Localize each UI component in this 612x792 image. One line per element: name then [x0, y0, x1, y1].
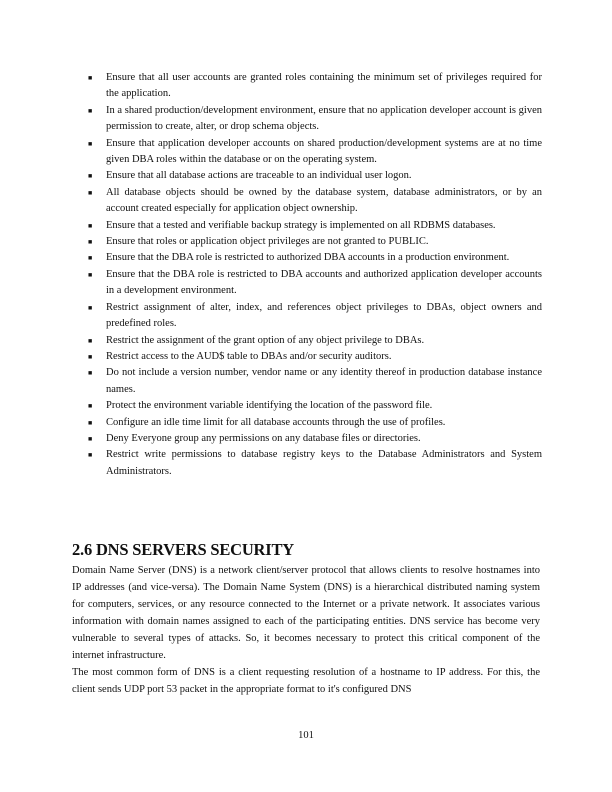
list-item-text: Ensure that the DBA role is restricted to DBA accounts and authorized application developer accounts in a development environment. — [106, 268, 542, 297]
bullet-icon: ■ — [88, 418, 93, 427]
list-item-text: Do not include a version number, vendor name or any identity thereof in production database instance names. — [106, 367, 542, 395]
list-item — [86, 70, 542, 103]
bullet-icon: ■ — [88, 303, 93, 312]
dns-intro-paragraph: Domain Name Server (DNS) is a network client/server protocol that allows clients to resolve hostnames into IP addresses (and vice-versa). The Domain Name System (DNS) is a hierarchical distributed naming system for computers, services, or any resource connected to the Internet or a private network. It associates various information with domain names assigned to each of the participating entities. DNS service has become very vulnerable to several types of attacks. So, it becomes necessary to protect this critical component of the internet infrastructure. — [72, 565, 540, 661]
list-item — [86, 333, 542, 349]
bullet-icon: ■ — [88, 336, 93, 345]
bullet-icon: ■ — [88, 74, 93, 82]
dns-resolution-paragraph: The most common form of DNS is a client requesting resolution of a hostname to IP address. For this, the client sends UDP port 53 packet in the appropriate format to it's configured DNS — [72, 667, 540, 695]
list-item-text: Restrict the assignment of the grant option of any object privilege to DBAs. — [106, 334, 425, 346]
bullet-icon: ■ — [88, 221, 93, 230]
bullet-icon: ■ — [88, 238, 93, 247]
page-number: 101 — [298, 730, 314, 741]
bullet-icon: ■ — [88, 369, 93, 378]
list-item-text: Ensure that roles or application object privileges are not granted to PUBLIC. — [106, 236, 429, 248]
bullet-icon: ■ — [88, 188, 93, 197]
list-item — [86, 349, 542, 365]
list-item — [86, 365, 542, 398]
list-item — [86, 250, 542, 266]
list-item — [86, 136, 542, 169]
list-item — [86, 218, 542, 234]
list-item-text: Ensure that a tested and verifiable backup strategy is implemented on all RDBMS databases. — [106, 219, 496, 231]
bullet-icon: ■ — [88, 172, 93, 181]
list-item-text: Ensure that all user accounts are granted roles containing the minimum set of privileges required for the application. — [106, 72, 542, 100]
bullet-icon: ■ — [88, 254, 93, 263]
list-item — [86, 415, 542, 431]
list-item-text: Protect the environment variable identifying the location of the password file. — [106, 400, 433, 412]
bullet-icon: ■ — [88, 106, 93, 115]
section-body — [72, 562, 540, 698]
list-item-text: All database objects should be owned by the database system, database administrators, or by an account created especially for application object ownership. — [106, 186, 542, 215]
list-item — [86, 103, 542, 136]
security-guidelines-list — [86, 70, 542, 480]
list-item — [86, 300, 542, 333]
list-item-text: In a shared production/development environment, ensure that no application developer account is given permission to create, alter, or drop schema objects. — [106, 104, 542, 133]
list-item-text: Configure an idle time limit for all database accounts through the use of profiles. — [106, 416, 446, 428]
list-item — [86, 185, 542, 218]
bullet-icon: ■ — [88, 270, 93, 279]
bullet-icon: ■ — [88, 352, 93, 361]
list-item — [86, 168, 542, 184]
list-item — [86, 267, 542, 300]
bullet-icon: ■ — [88, 139, 93, 148]
list-item-text: Restrict assignment of alter, index, and references object privileges to DBAs, object owners and predefined roles. — [106, 301, 542, 330]
section-heading: 2.6 DNS SERVERS SECURITY — [72, 540, 295, 559]
list-item-text: Ensure that the DBA role is restricted to authorized DBA accounts in a production environment. — [106, 252, 510, 264]
list-item — [86, 447, 542, 480]
list-item-text: Ensure that all database actions are traceable to an individual user logon. — [106, 170, 412, 182]
list-item-text: Restrict access to the AUD$ table to DBAs and/or security auditors. — [106, 350, 392, 362]
bullet-icon: ■ — [88, 451, 93, 460]
list-item — [86, 431, 542, 447]
list-item-text: Deny Everyone group any permissions on any database files or directories. — [106, 432, 421, 444]
bullet-icon: ■ — [88, 402, 93, 411]
bullet-icon: ■ — [88, 434, 93, 443]
list-item-text: Restrict write permissions to database registry keys to the Database Administrators and System Administrators. — [106, 449, 542, 477]
list-item-text: Ensure that application developer accounts on shared production/development systems are at no time given DBA roles within the database or on the operating system. — [106, 137, 542, 166]
list-item — [86, 234, 542, 250]
list-item — [86, 398, 542, 414]
